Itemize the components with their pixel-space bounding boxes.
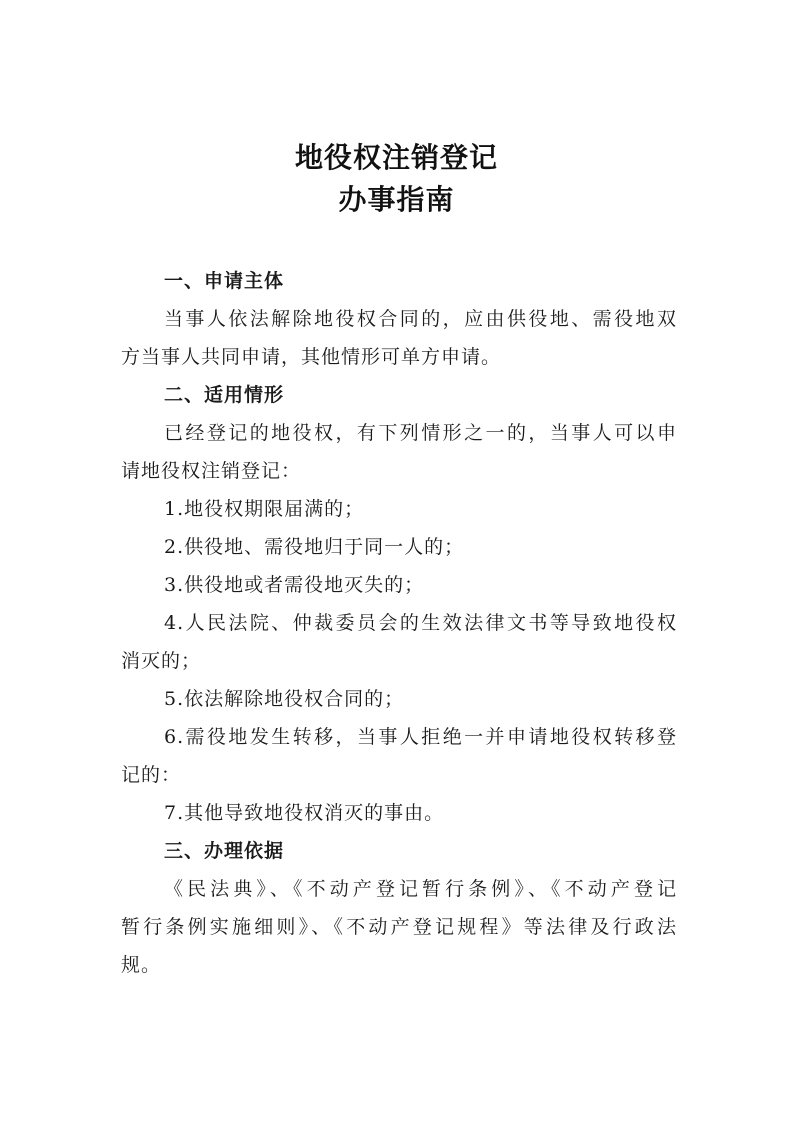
section-heading-legal-basis: 三、办理依据 (164, 840, 285, 862)
list-item: 2.供役地、需役地归于同一人的； (164, 536, 465, 558)
paragraph-line: 规。 (121, 954, 162, 976)
section-heading-applicant: 一、申请主体 (164, 270, 285, 292)
list-item: 7.其他导致地役权消灭的事由。 (164, 802, 445, 824)
list-item: 6.需役地发生转移，当事人拒绝一并申请地役权转移登 (164, 726, 677, 748)
document-body (121, 262, 677, 984)
list-item-continuation: 记的： (121, 764, 182, 786)
list-item: 4.人民法院、仲裁委员会的生效法律文书等导致地役权 (164, 612, 677, 634)
list-item-continuation: 消灭的； (121, 650, 202, 672)
paragraph-line: 已经登记的地役权，有下列情形之一的，当事人可以申 (164, 422, 677, 444)
paragraph-line: 请地役权注销登记： (121, 460, 302, 482)
list-item: 5.依法解除地役权合同的； (164, 688, 405, 710)
list-item: 3.供役地或者需役地灭失的； (164, 574, 425, 596)
paragraph-line: 当事人依法解除地役权合同的，应由供役地、需役地双 (164, 308, 677, 330)
section-heading-scope: 二、适用情形 (164, 384, 285, 406)
list-item: 1.地役权期限届满的； (164, 498, 365, 520)
paragraph-line: 《民法典》、《不动产登记暂行条例》、《不动产登记 (164, 878, 677, 900)
paragraph-line: 暂行条例实施细则》、《不动产登记规程》等法律及行政法 (121, 916, 677, 938)
paragraph-line: 方当事人共同申请，其他情形可单方申请。 (121, 346, 502, 368)
document-subtitle: 办事指南 (338, 183, 455, 216)
document-title: 地役权注销登记 (294, 141, 498, 174)
